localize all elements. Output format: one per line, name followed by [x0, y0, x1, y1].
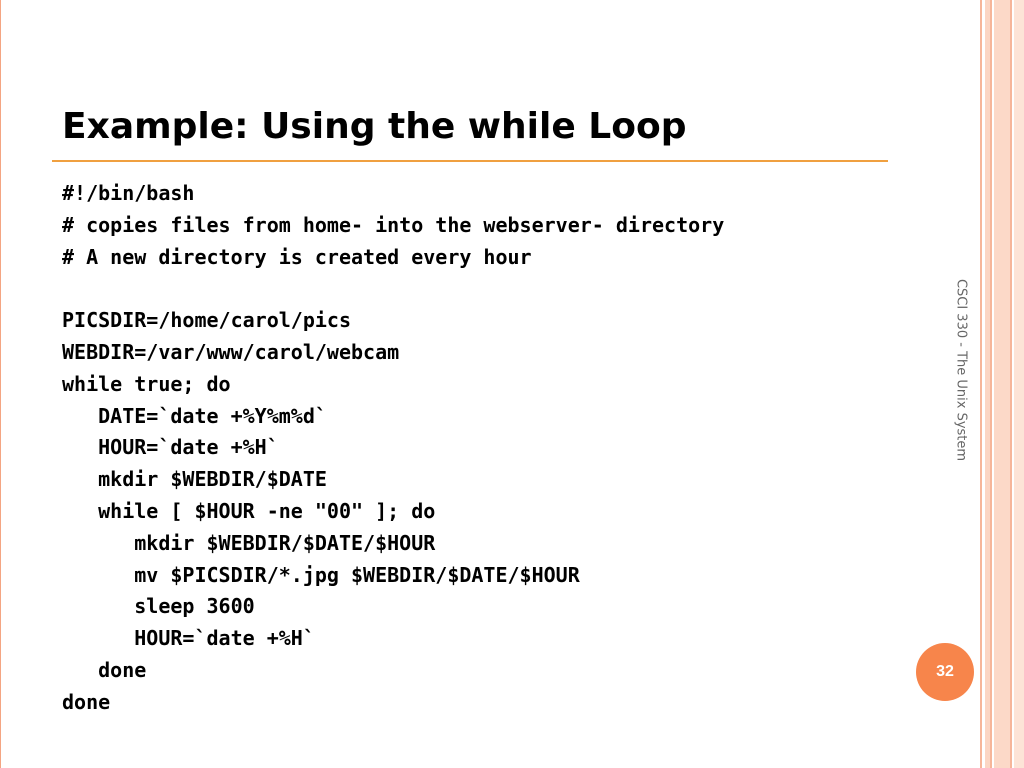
code-line: #!/bin/bash [62, 181, 195, 205]
code-line: # A new directory is created every hour [62, 244, 532, 269]
code-block [62, 178, 724, 719]
slide-title: Example: Using the while Loop [62, 106, 687, 147]
code-line: # copies files from home- into the webserver- directory [62, 212, 725, 237]
decorative-stripe [980, 0, 982, 768]
code-line: mkdir $WEBDIR/$DATE [62, 467, 327, 492]
decorative-stripe [1010, 0, 1012, 768]
page-number-badge: 32 [916, 643, 974, 701]
code-line: PICSDIR=/home/carol/pics [62, 308, 351, 333]
code-line: while [ $HOUR -ne "00" ]; do [62, 498, 436, 523]
decorative-stripe [994, 0, 1010, 768]
left-border [0, 0, 1, 768]
code-line: mkdir $WEBDIR/$DATE/$HOUR [62, 530, 436, 555]
code-line: done [62, 689, 111, 714]
decorative-stripe [1014, 0, 1024, 768]
code-line: WEBDIR=/var/www/carol/webcam [62, 339, 400, 364]
code-line [62, 273, 724, 305]
code-line: sleep 3600 [62, 594, 255, 619]
code-line: HOUR=`date +%H` [62, 626, 315, 651]
course-footer-label: CSCI 330 - The Unix System [953, 278, 969, 462]
title-divider [52, 160, 888, 162]
code-line: done [62, 657, 147, 682]
decorative-stripe [990, 0, 992, 768]
code-line: HOUR=`date +%H` [62, 435, 279, 460]
code-line: DATE=`date +%Y%m%d` [62, 403, 327, 428]
code-line: while true; do [62, 371, 231, 396]
code-line: mv $PICSDIR/*.jpg $WEBDIR/$DATE/$HOUR [62, 562, 580, 587]
